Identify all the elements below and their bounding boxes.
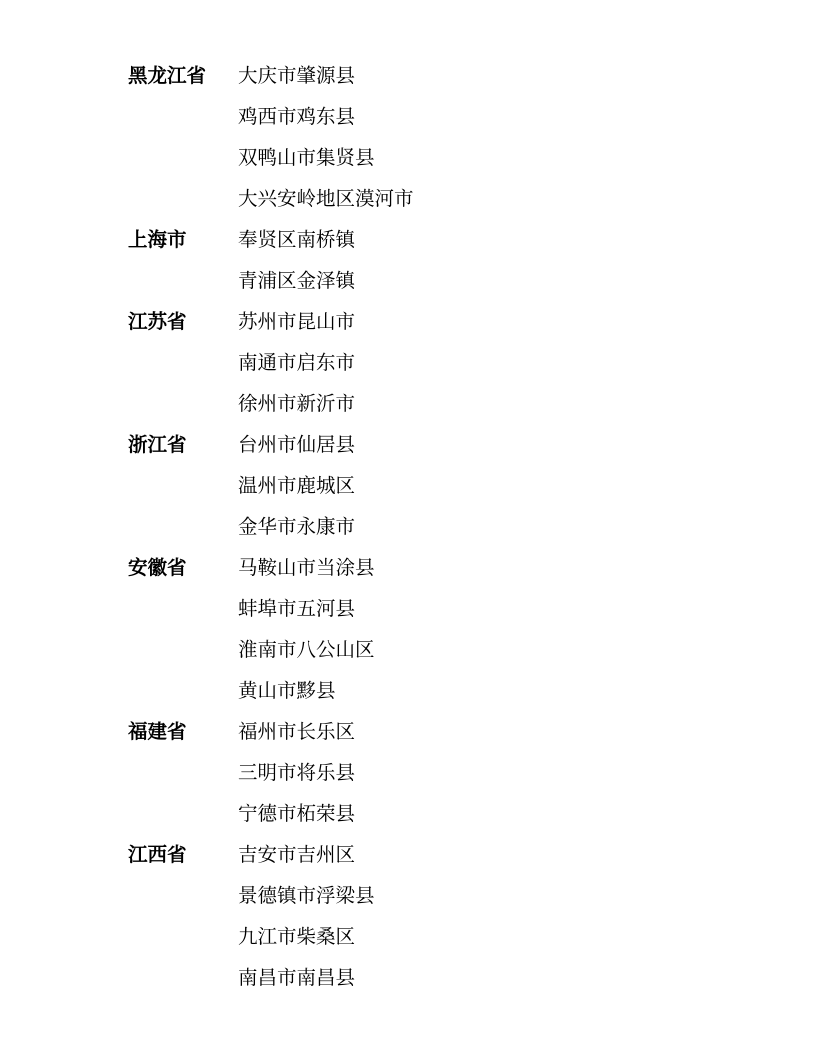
locality-name: 鸡西市鸡东县 (238, 107, 356, 128)
province-name: 江西省 (128, 845, 187, 866)
region-row (0, 671, 815, 712)
locality-name: 温州市鹿城区 (238, 476, 356, 497)
locality-name: 大兴安岭地区漠河市 (238, 189, 414, 210)
region-row (0, 466, 815, 507)
locality-name: 三明市将乐县 (238, 763, 356, 784)
region-group (0, 425, 815, 548)
region-row (0, 835, 815, 876)
region-row (0, 876, 815, 917)
province-name: 黑龙江省 (128, 66, 207, 87)
region-row (0, 589, 815, 630)
province-name: 上海市 (128, 230, 187, 251)
locality-name: 淮南市八公山区 (238, 640, 375, 661)
region-list (0, 56, 815, 999)
locality-name: 台州市仙居县 (238, 435, 356, 456)
region-row (0, 343, 815, 384)
region-row (0, 138, 815, 179)
locality-name: 金华市永康市 (238, 517, 356, 538)
region-row (0, 712, 815, 753)
locality-name: 奉贤区南桥镇 (238, 230, 356, 251)
locality-name: 黄山市黟县 (238, 681, 336, 702)
region-row (0, 384, 815, 425)
region-group (0, 220, 815, 302)
locality-name: 马鞍山市当涂县 (238, 558, 375, 579)
region-row (0, 302, 815, 343)
locality-name: 青浦区金泽镇 (238, 271, 356, 292)
region-row (0, 917, 815, 958)
region-group (0, 712, 815, 835)
region-row (0, 630, 815, 671)
region-row (0, 753, 815, 794)
region-row (0, 507, 815, 548)
region-row (0, 179, 815, 220)
locality-name: 吉安市吉州区 (238, 845, 356, 866)
region-group (0, 56, 815, 220)
locality-name: 九江市柴桑区 (238, 927, 356, 948)
region-row (0, 56, 815, 97)
region-row (0, 220, 815, 261)
locality-name: 宁德市柘荣县 (238, 804, 356, 825)
region-group (0, 835, 815, 999)
region-group (0, 302, 815, 425)
province-name: 浙江省 (128, 435, 187, 456)
region-row (0, 958, 815, 999)
province-name: 安徽省 (128, 558, 187, 579)
locality-name: 大庆市肇源县 (238, 66, 356, 87)
region-group (0, 548, 815, 712)
region-row (0, 548, 815, 589)
locality-name: 南昌市南昌县 (238, 968, 356, 989)
locality-name: 南通市启东市 (238, 353, 356, 374)
region-row (0, 97, 815, 138)
locality-name: 苏州市昆山市 (238, 312, 356, 333)
region-row (0, 261, 815, 302)
locality-name: 双鸭山市集贤县 (238, 148, 375, 169)
locality-name: 景德镇市浮梁县 (238, 886, 375, 907)
locality-name: 徐州市新沂市 (238, 394, 356, 415)
province-name: 福建省 (128, 722, 187, 743)
region-row (0, 425, 815, 466)
locality-name: 蚌埠市五河县 (238, 599, 356, 620)
province-name: 江苏省 (128, 312, 187, 333)
region-row (0, 794, 815, 835)
locality-name: 福州市长乐区 (238, 722, 356, 743)
